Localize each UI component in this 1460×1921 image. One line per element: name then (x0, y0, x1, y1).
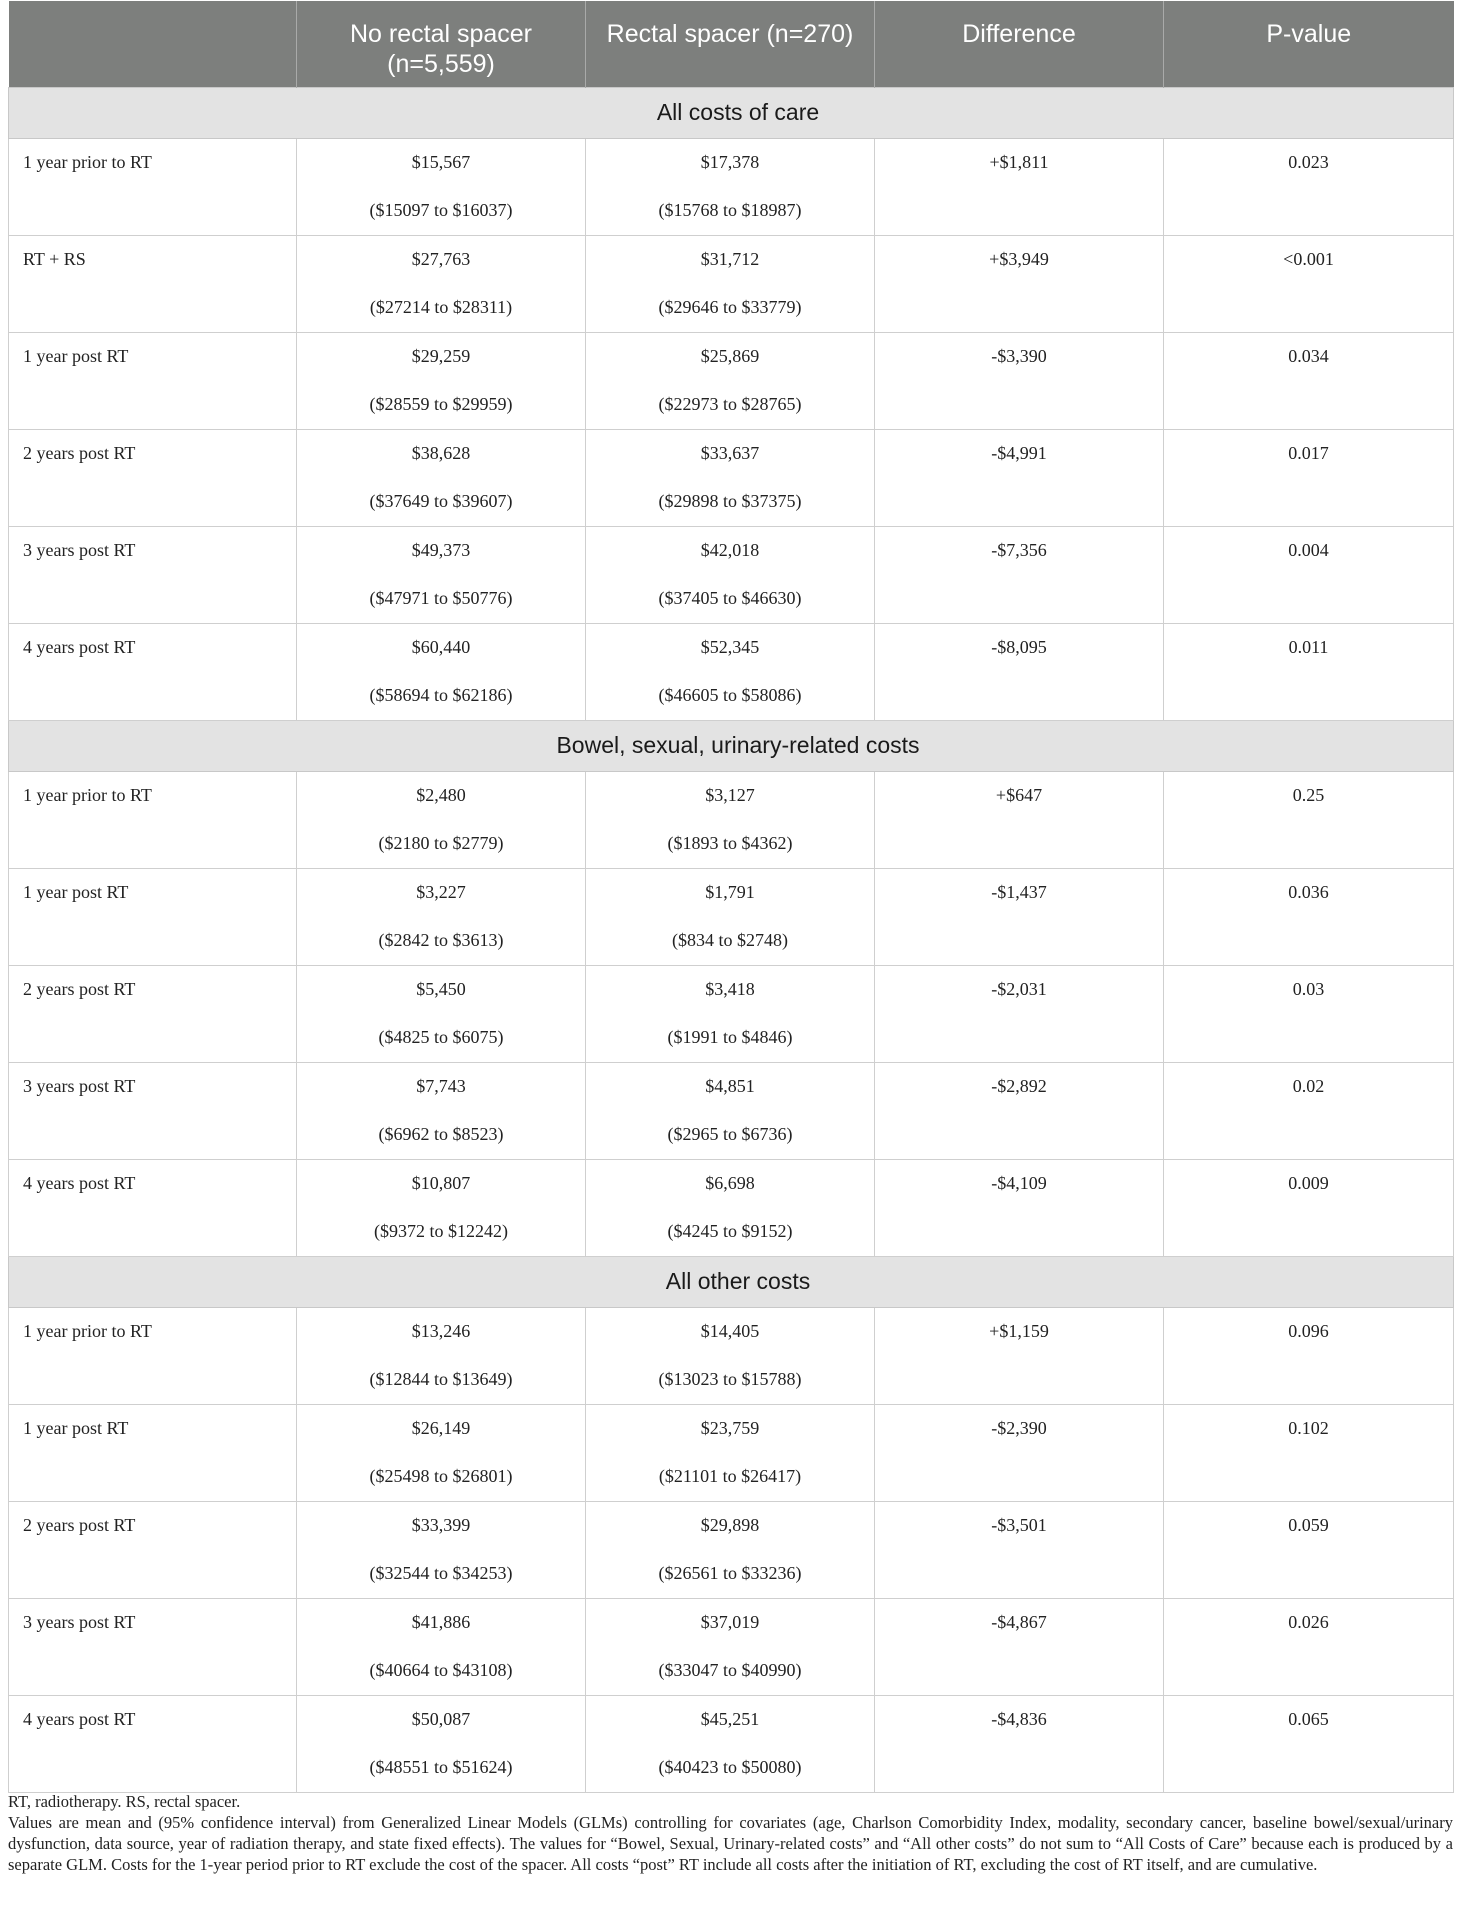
difference-empty (875, 575, 1164, 623)
no-spacer-ci: ($12844 to $13649) (297, 1356, 586, 1404)
spacer-ci: ($29646 to $33779) (586, 284, 875, 332)
table-row (9, 138, 1454, 187)
table-row (9, 1404, 1454, 1453)
spacer-ci: ($4245 to $9152) (586, 1208, 875, 1256)
difference-value: -$7,356 (875, 526, 1164, 575)
no-spacer-ci: ($2180 to $2779) (297, 820, 586, 868)
table-row (9, 1307, 1454, 1356)
row-label: 4 years post RT (9, 1695, 297, 1792)
p-value-empty (1164, 478, 1454, 526)
spacer-ci: ($46605 to $58086) (586, 672, 875, 720)
spacer-ci: ($13023 to $15788) (586, 1356, 875, 1404)
no-spacer-ci: ($27214 to $28311) (297, 284, 586, 332)
p-value: 0.034 (1164, 332, 1454, 381)
spacer-mean: $29,898 (586, 1501, 875, 1550)
p-value: 0.02 (1164, 1062, 1454, 1111)
header-spacer: Rectal spacer (n=270) (586, 1, 875, 87)
no-spacer-ci: ($48551 to $51624) (297, 1744, 586, 1792)
p-value-empty (1164, 381, 1454, 429)
p-value-empty (1164, 1647, 1454, 1695)
section-header-row (9, 1256, 1454, 1307)
header-p-value: P-value (1164, 1, 1454, 87)
difference-empty (875, 1744, 1164, 1792)
spacer-mean: $25,869 (586, 332, 875, 381)
difference-empty (875, 381, 1164, 429)
p-value-empty (1164, 672, 1454, 720)
no-spacer-ci: ($47971 to $50776) (297, 575, 586, 623)
row-label: RT + RS (9, 235, 297, 332)
difference-value: -$8,095 (875, 623, 1164, 672)
row-label: 3 years post RT (9, 526, 297, 623)
difference-empty (875, 820, 1164, 868)
row-label: 1 year prior to RT (9, 771, 297, 868)
no-spacer-mean: $26,149 (297, 1404, 586, 1453)
p-value-empty (1164, 1744, 1454, 1792)
difference-empty (875, 478, 1164, 526)
p-value: <0.001 (1164, 235, 1454, 284)
row-label: 4 years post RT (9, 1159, 297, 1256)
spacer-ci: ($1991 to $4846) (586, 1014, 875, 1062)
table-row (9, 332, 1454, 381)
no-spacer-ci: ($15097 to $16037) (297, 187, 586, 235)
difference-value: -$4,836 (875, 1695, 1164, 1744)
no-spacer-ci: ($58694 to $62186) (297, 672, 586, 720)
difference-value: -$3,501 (875, 1501, 1164, 1550)
table-row (9, 1159, 1454, 1208)
spacer-ci: ($37405 to $46630) (586, 575, 875, 623)
no-spacer-mean: $7,743 (297, 1062, 586, 1111)
cost-comparison-table (8, 1, 1454, 1793)
no-spacer-ci: ($40664 to $43108) (297, 1647, 586, 1695)
header-no-spacer: No rectal spacer (n=5,559) (297, 1, 586, 87)
difference-value: +$647 (875, 771, 1164, 820)
no-spacer-mean: $2,480 (297, 771, 586, 820)
spacer-mean: $1,791 (586, 868, 875, 917)
spacer-ci: ($22973 to $28765) (586, 381, 875, 429)
difference-empty (875, 917, 1164, 965)
difference-empty (875, 187, 1164, 235)
difference-empty (875, 284, 1164, 332)
difference-value: -$4,867 (875, 1598, 1164, 1647)
header-label-column (9, 1, 297, 87)
p-value-empty (1164, 1453, 1454, 1501)
difference-value: -$4,991 (875, 429, 1164, 478)
p-value-empty (1164, 1014, 1454, 1062)
footnote-description: Values are mean and (95% confidence interval) from Generalized Linear Models (GLMs) controlling for covariates (age, Charlson Comorbidity Index, modality, secondary cancer, baseline bowel/sexual/urinary dysfunction, data source, year of radiation therapy, and state fixed effects). The values for “Bowel, Sexual, Urinary-related costs” and “All other costs” do not sum to “All Costs of Care” because each is produced by a separate GLM. Costs for the 1-year period prior to RT exclude the cost of the spacer. All costs “post” RT include all costs after the initiation of RT, excluding the cost of RT itself, and are cumulative. (8, 1813, 1453, 1874)
difference-value: -$2,390 (875, 1404, 1164, 1453)
row-label: 1 year prior to RT (9, 138, 297, 235)
spacer-mean: $23,759 (586, 1404, 875, 1453)
p-value: 0.023 (1164, 138, 1454, 187)
difference-empty (875, 1208, 1164, 1256)
table-row (9, 1598, 1454, 1647)
no-spacer-mean: $5,450 (297, 965, 586, 1014)
difference-empty (875, 1647, 1164, 1695)
difference-value: +$1,159 (875, 1307, 1164, 1356)
difference-value: +$3,949 (875, 235, 1164, 284)
p-value-empty (1164, 1208, 1454, 1256)
cost-table-container (8, 1, 1453, 1793)
spacer-mean: $37,019 (586, 1598, 875, 1647)
p-value: 0.011 (1164, 623, 1454, 672)
spacer-ci: ($834 to $2748) (586, 917, 875, 965)
p-value: 0.059 (1164, 1501, 1454, 1550)
p-value-empty (1164, 820, 1454, 868)
header-difference: Difference (875, 1, 1164, 87)
section-header-row (9, 720, 1454, 771)
spacer-mean: $17,378 (586, 138, 875, 187)
difference-value: -$4,109 (875, 1159, 1164, 1208)
no-spacer-mean: $60,440 (297, 623, 586, 672)
no-spacer-mean: $41,886 (297, 1598, 586, 1647)
p-value-empty (1164, 1111, 1454, 1159)
p-value-empty (1164, 917, 1454, 965)
table-row (9, 235, 1454, 284)
p-value-empty (1164, 575, 1454, 623)
row-label: 2 years post RT (9, 429, 297, 526)
footnote-abbreviations: RT, radiotherapy. RS, rectal spacer. (8, 1792, 241, 1811)
difference-empty (875, 1111, 1164, 1159)
no-spacer-ci: ($32544 to $34253) (297, 1550, 586, 1598)
table-row (9, 868, 1454, 917)
table-footnotes (8, 1791, 1453, 1875)
row-label: 1 year post RT (9, 1404, 297, 1501)
no-spacer-ci: ($25498 to $26801) (297, 1453, 586, 1501)
difference-value: +$1,811 (875, 138, 1164, 187)
row-label: 2 years post RT (9, 1501, 297, 1598)
spacer-ci: ($26561 to $33236) (586, 1550, 875, 1598)
row-label: 1 year post RT (9, 332, 297, 429)
section-header-row (9, 87, 1454, 138)
p-value: 0.096 (1164, 1307, 1454, 1356)
p-value: 0.036 (1164, 868, 1454, 917)
spacer-mean: $42,018 (586, 526, 875, 575)
spacer-mean: $45,251 (586, 1695, 875, 1744)
table-row (9, 1062, 1454, 1111)
spacer-ci: ($21101 to $26417) (586, 1453, 875, 1501)
row-label: 1 year post RT (9, 868, 297, 965)
p-value-empty (1164, 187, 1454, 235)
no-spacer-ci: ($4825 to $6075) (297, 1014, 586, 1062)
no-spacer-mean: $15,567 (297, 138, 586, 187)
spacer-mean: $33,637 (586, 429, 875, 478)
difference-empty (875, 1014, 1164, 1062)
p-value: 0.009 (1164, 1159, 1454, 1208)
row-label: 3 years post RT (9, 1062, 297, 1159)
spacer-ci: ($15768 to $18987) (586, 187, 875, 235)
difference-value: -$2,892 (875, 1062, 1164, 1111)
p-value: 0.065 (1164, 1695, 1454, 1744)
row-label: 4 years post RT (9, 623, 297, 720)
no-spacer-ci: ($2842 to $3613) (297, 917, 586, 965)
spacer-mean: $3,418 (586, 965, 875, 1014)
p-value-empty (1164, 1356, 1454, 1404)
spacer-mean: $14,405 (586, 1307, 875, 1356)
p-value: 0.017 (1164, 429, 1454, 478)
p-value: 0.25 (1164, 771, 1454, 820)
no-spacer-mean: $27,763 (297, 235, 586, 284)
no-spacer-mean: $38,628 (297, 429, 586, 478)
spacer-ci: ($2965 to $6736) (586, 1111, 875, 1159)
spacer-mean: $3,127 (586, 771, 875, 820)
table-row (9, 429, 1454, 478)
no-spacer-mean: $29,259 (297, 332, 586, 381)
no-spacer-mean: $13,246 (297, 1307, 586, 1356)
difference-empty (875, 1356, 1164, 1404)
difference-empty (875, 1453, 1164, 1501)
no-spacer-mean: $49,373 (297, 526, 586, 575)
no-spacer-ci: ($28559 to $29959) (297, 381, 586, 429)
no-spacer-mean: $3,227 (297, 868, 586, 917)
p-value: 0.102 (1164, 1404, 1454, 1453)
table-row (9, 526, 1454, 575)
table-header-row (9, 1, 1454, 87)
difference-value: -$3,390 (875, 332, 1164, 381)
p-value-empty (1164, 284, 1454, 332)
spacer-mean: $6,698 (586, 1159, 875, 1208)
table-row (9, 1695, 1454, 1744)
p-value-empty (1164, 1550, 1454, 1598)
no-spacer-mean: $10,807 (297, 1159, 586, 1208)
section-title: Bowel, sexual, urinary-related costs (9, 720, 1454, 771)
p-value: 0.004 (1164, 526, 1454, 575)
spacer-mean: $52,345 (586, 623, 875, 672)
section-title: All other costs (9, 1256, 1454, 1307)
no-spacer-ci: ($6962 to $8523) (297, 1111, 586, 1159)
spacer-ci: ($29898 to $37375) (586, 478, 875, 526)
no-spacer-ci: ($9372 to $12242) (297, 1208, 586, 1256)
table-row (9, 771, 1454, 820)
no-spacer-mean: $50,087 (297, 1695, 586, 1744)
table-row (9, 1501, 1454, 1550)
spacer-ci: ($1893 to $4362) (586, 820, 875, 868)
spacer-ci: ($33047 to $40990) (586, 1647, 875, 1695)
difference-empty (875, 1550, 1164, 1598)
difference-value: -$2,031 (875, 965, 1164, 1014)
difference-value: -$1,437 (875, 868, 1164, 917)
spacer-mean: $31,712 (586, 235, 875, 284)
row-label: 3 years post RT (9, 1598, 297, 1695)
section-title: All costs of care (9, 87, 1454, 138)
row-label: 1 year prior to RT (9, 1307, 297, 1404)
no-spacer-mean: $33,399 (297, 1501, 586, 1550)
spacer-mean: $4,851 (586, 1062, 875, 1111)
row-label: 2 years post RT (9, 965, 297, 1062)
table-row (9, 623, 1454, 672)
spacer-ci: ($40423 to $50080) (586, 1744, 875, 1792)
no-spacer-ci: ($37649 to $39607) (297, 478, 586, 526)
table-row (9, 965, 1454, 1014)
p-value: 0.026 (1164, 1598, 1454, 1647)
p-value: 0.03 (1164, 965, 1454, 1014)
difference-empty (875, 672, 1164, 720)
